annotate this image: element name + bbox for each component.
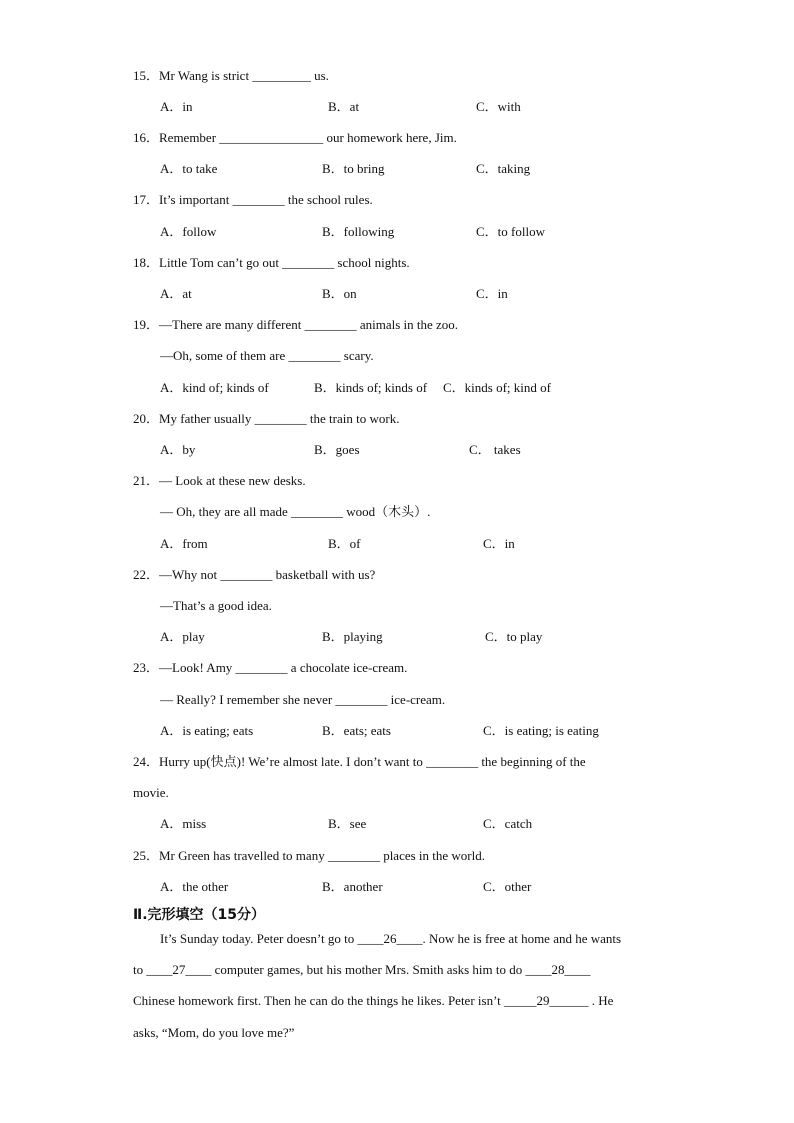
q17-option-b: B．following [322, 224, 395, 239]
question-20-stem: 20．My father usually ________ the train to work. [133, 411, 400, 426]
q25-option-a: A．the other [160, 879, 229, 894]
q15-option-a: A．in [160, 99, 193, 114]
question-17-stem: 17．It’s important ________ the school rules. [133, 192, 373, 207]
question-21-stem: 21．— Look at these new desks. [133, 473, 306, 488]
q21-option-b: B．of [328, 536, 361, 551]
passage-line-4: asks, “Mom, do you love me?” [133, 1025, 295, 1040]
question-23-line2: — Really? I remember she never ________ ice-cream. [160, 692, 446, 707]
question-21-line2: — Oh, they are all made ________ wood（木头）. [160, 504, 431, 519]
q15-option-b: B．at [328, 99, 360, 114]
q25-option-b: B．another [322, 879, 383, 894]
q23-option-c: C．is eating; is eating [483, 723, 599, 738]
blank-28: ____28____ [525, 962, 591, 977]
q16-option-a: A．to take [160, 161, 218, 176]
q24-option-c: C．catch [483, 816, 533, 831]
passage-text: . Now he is free at home and he wants [422, 931, 622, 946]
passage-text: Chinese homework first. Then he can do the things he likes. Peter isn’t [133, 993, 505, 1008]
q20-option-c: C． takes [469, 442, 521, 457]
passage-text: to [133, 962, 147, 977]
q16-option-c: C．taking [476, 161, 531, 176]
q18-option-c: C．in [476, 286, 508, 301]
q22-option-b: B．playing [322, 629, 383, 644]
passage-text: computer games, but his mother Mrs. Smith asks him to do [211, 962, 526, 977]
q19-option-b: B．kinds of; kinds of [314, 380, 428, 395]
q22-option-a: A．play [160, 629, 205, 644]
blank-26: ____26____ [357, 931, 423, 946]
question-25-stem: 25．Mr Green has travelled to many ________ places in the world. [133, 848, 485, 863]
passage-text: It’s Sunday today. Peter doesn’t go to [160, 931, 358, 946]
q23-option-a: A．is eating; eats [160, 723, 254, 738]
q21-option-c: C．in [483, 536, 515, 551]
question-19-line2: —Oh, some of them are ________ scary. [160, 348, 374, 363]
question-15-stem: 15．Mr Wang is strict _________ us. [133, 68, 329, 83]
q22-option-c: C．to play [485, 629, 543, 644]
question-23-stem: 23．—Look! Amy ________ a chocolate ice-cream. [133, 660, 408, 675]
q24-option-b: B．see [328, 816, 367, 831]
q20-option-b: B．goes [314, 442, 360, 457]
q21-option-a: A．from [160, 536, 208, 551]
passage-line-2 [133, 962, 591, 978]
q20-option-a: A．by [160, 442, 196, 457]
q17-option-c: C．to follow [476, 224, 545, 239]
q23-option-b: B．eats; eats [322, 723, 391, 738]
passage-text: . He [588, 993, 614, 1008]
q24-option-a: A．miss [160, 816, 207, 831]
q25-option-c: C．other [483, 879, 532, 894]
q18-option-b: B．on [322, 286, 357, 301]
q18-option-a: A．at [160, 286, 192, 301]
question-22-stem: 22．—Why not ________ basketball with us? [133, 567, 376, 582]
blank-27: ____27____ [146, 962, 212, 977]
question-18-stem: 18．Little Tom can’t go out ________ school nights. [133, 255, 410, 270]
q16-option-b: B．to bring [322, 161, 385, 176]
question-16-stem: 16．Remember ________________ our homework here, Jim. [133, 130, 457, 145]
question-22-line2: —That’s a good idea. [160, 598, 272, 613]
q15-option-c: C．with [476, 99, 521, 114]
section-heading: Ⅱ.完形填空（15分） [133, 907, 266, 923]
passage-line-1 [160, 931, 621, 947]
question-24-wrap: movie. [133, 785, 169, 800]
blank-29: _____29______ [504, 993, 589, 1008]
passage-line-3 [133, 993, 613, 1009]
question-24-stem: 24．Hurry up(快点)! We’re almost late. I don’t want to ________ the beginning of the [133, 754, 586, 769]
question-19-stem: 19．—There are many different ________ animals in the zoo. [133, 317, 459, 332]
q17-option-a: A．follow [160, 224, 217, 239]
q19-option-c: C．kinds of; kind of [443, 380, 551, 395]
q19-option-a: A．kind of; kinds of [160, 380, 269, 395]
